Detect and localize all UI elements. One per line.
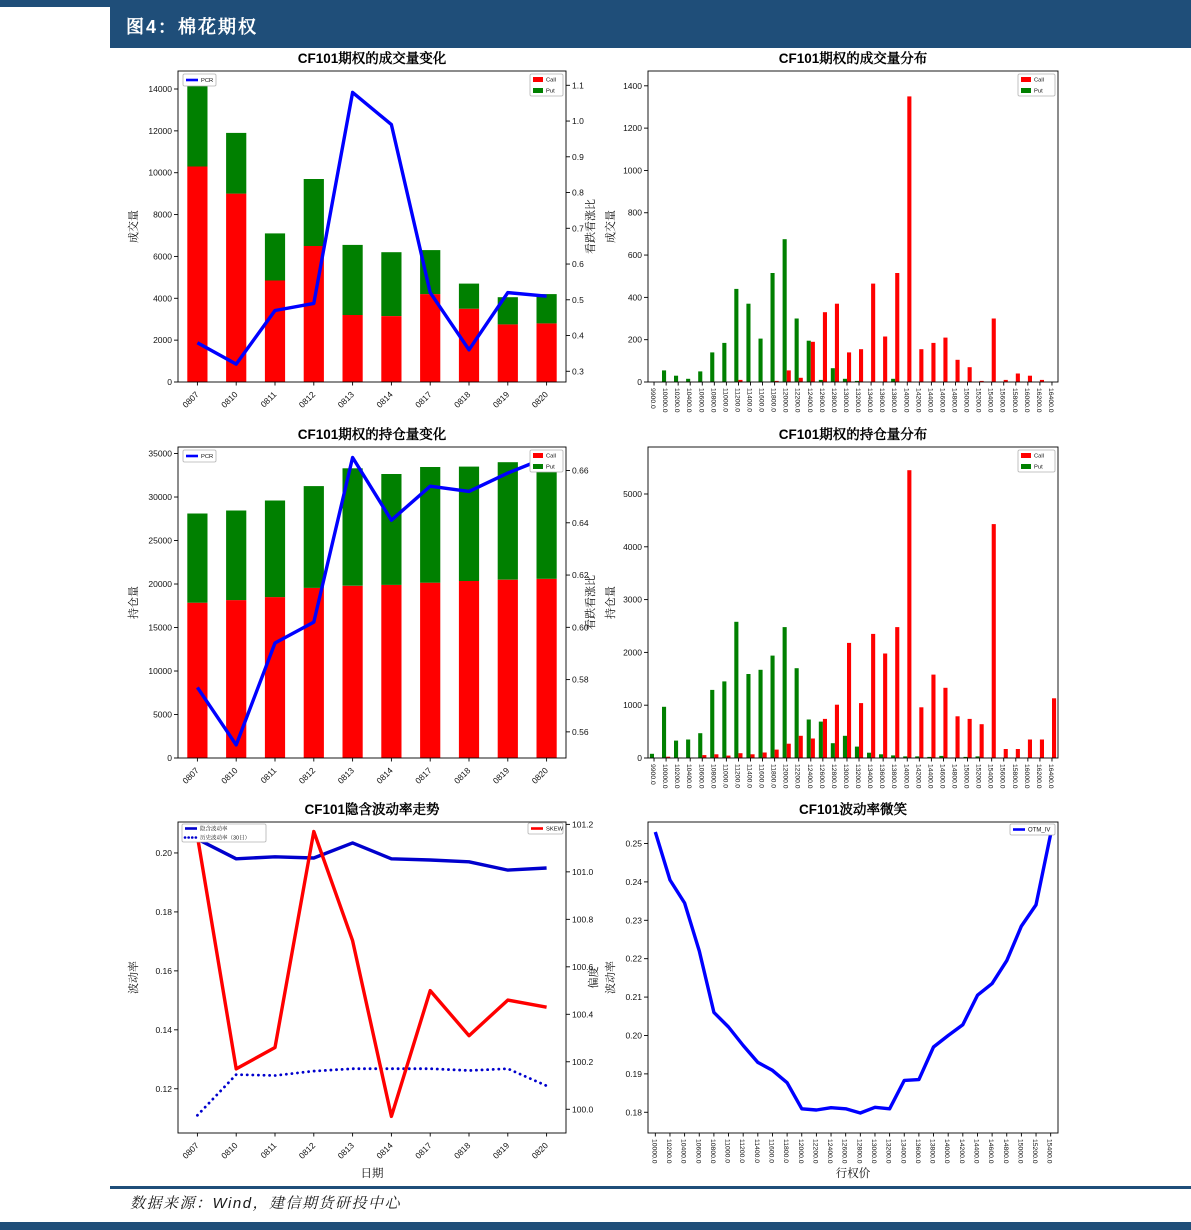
svg-text:Call: Call: [546, 453, 556, 460]
volatility-smile-svg: [600, 801, 1191, 1186]
svg-text:0818: 0818: [451, 1140, 473, 1161]
svg-text:12600.0: 12600.0: [840, 1139, 848, 1164]
svg-text:0.14: 0.14: [155, 1024, 172, 1035]
svg-text:波动率: 波动率: [605, 961, 617, 994]
svg-text:0: 0: [637, 753, 642, 763]
svg-text:100.0: 100.0: [572, 1104, 594, 1115]
svg-text:15400.0: 15400.0: [986, 388, 994, 413]
svg-text:波动率: 波动率: [128, 961, 140, 994]
svg-text:800: 800: [627, 207, 642, 218]
svg-text:CF101波动率微笑: CF101波动率微笑: [798, 802, 908, 817]
volume-change-series-line: [197, 92, 546, 364]
svg-text:101.0: 101.0: [572, 866, 594, 877]
svg-text:100.6: 100.6: [572, 961, 594, 972]
open-interest-change-lines: [197, 458, 546, 745]
svg-text:看跌看涨比: 看跌看涨比: [585, 575, 597, 630]
svg-text:9900.0: 9900.0: [649, 764, 657, 785]
svg-text:0813: 0813: [335, 389, 357, 410]
svg-text:14000.0: 14000.0: [902, 388, 910, 413]
svg-text:11000.0: 11000.0: [723, 1139, 731, 1164]
svg-text:12400.0: 12400.0: [805, 764, 813, 789]
open-interest-change-series-line: [197, 458, 546, 745]
svg-text:15000.0: 15000.0: [962, 388, 970, 413]
svg-text:14400.0: 14400.0: [926, 764, 934, 789]
legend: [1018, 74, 1055, 96]
svg-text:Put: Put: [546, 88, 555, 95]
volume-distribution-svg: [600, 50, 1191, 426]
svg-text:14600.0: 14600.0: [938, 764, 946, 789]
svg-text:13000.0: 13000.0: [841, 388, 849, 413]
legend: [528, 823, 564, 834]
svg-text:0811: 0811: [258, 389, 279, 410]
open-interest-distribution-chart: [600, 426, 1191, 802]
implied-volatility-trend-series-line: [197, 1069, 546, 1116]
svg-text:13800.0: 13800.0: [928, 1139, 936, 1164]
svg-text:日期: 日期: [360, 1168, 384, 1180]
footer-divider: [110, 1186, 1191, 1189]
volatility-smile-axes: [625, 839, 1052, 1164]
svg-text:成交量: 成交量: [605, 210, 617, 243]
svg-text:11600.0: 11600.0: [757, 764, 765, 789]
svg-text:101.2: 101.2: [572, 819, 594, 830]
svg-text:0.22: 0.22: [625, 953, 642, 964]
svg-text:16000.0: 16000.0: [1022, 388, 1030, 413]
svg-text:11600.0: 11600.0: [767, 1139, 775, 1164]
svg-text:15000: 15000: [148, 622, 172, 633]
svg-text:11400.0: 11400.0: [752, 1139, 760, 1164]
svg-text:30000: 30000: [148, 492, 172, 503]
svg-text:0.6: 0.6: [572, 259, 584, 270]
open-interest-distribution-frame: [648, 447, 1058, 758]
svg-text:11400.0: 11400.0: [745, 388, 753, 413]
svg-text:14800.0: 14800.0: [950, 764, 958, 789]
svg-text:12400.0: 12400.0: [805, 388, 813, 413]
svg-text:100.2: 100.2: [572, 1056, 594, 1067]
figure-header-banner: [110, 7, 1191, 48]
svg-text:Put: Put: [1034, 88, 1043, 95]
svg-text:0.20: 0.20: [155, 847, 172, 858]
svg-text:13400.0: 13400.0: [866, 388, 874, 413]
svg-text:13800.0: 13800.0: [890, 764, 898, 789]
figure-title: 图4：棉花期权: [126, 17, 259, 37]
data-source: [130, 1192, 401, 1213]
svg-text:600: 600: [627, 250, 642, 261]
volume-change-axes: [148, 77, 584, 410]
svg-text:10000: 10000: [148, 666, 172, 677]
svg-text:13600.0: 13600.0: [878, 388, 886, 413]
svg-text:13600.0: 13600.0: [878, 764, 886, 789]
svg-text:0820: 0820: [529, 1140, 551, 1161]
svg-text:12000.0: 12000.0: [781, 764, 789, 789]
svg-text:偏度: 偏度: [588, 966, 600, 989]
svg-text:0.21: 0.21: [625, 992, 642, 1003]
implied-volatility-trend-series-line: [197, 832, 546, 1117]
svg-text:12000.0: 12000.0: [781, 388, 789, 413]
svg-text:14200.0: 14200.0: [914, 764, 922, 789]
svg-text:14400.0: 14400.0: [972, 1139, 980, 1164]
svg-text:10000: 10000: [148, 167, 172, 178]
svg-text:历史波动率（30日）: 历史波动率（30日）: [200, 835, 251, 842]
svg-text:5000: 5000: [153, 709, 172, 720]
volatility-smile-lines: [655, 832, 1050, 1113]
svg-text:CF101隐含波动率走势: CF101隐含波动率走势: [304, 802, 440, 817]
svg-text:15800.0: 15800.0: [1010, 764, 1018, 789]
svg-text:16200.0: 16200.0: [1034, 764, 1042, 789]
svg-text:14600.0: 14600.0: [938, 388, 946, 413]
svg-text:0.5: 0.5: [572, 294, 584, 305]
svg-text:0817: 0817: [413, 389, 434, 410]
volume-distribution-frame: [648, 71, 1058, 382]
svg-text:看跌看涨比: 看跌看涨比: [585, 199, 597, 254]
legend: [182, 824, 266, 842]
legend: [530, 74, 563, 96]
svg-text:0812: 0812: [296, 765, 318, 786]
svg-text:12200.0: 12200.0: [793, 388, 801, 413]
svg-text:0813: 0813: [335, 765, 357, 786]
svg-text:0.19: 0.19: [625, 1068, 642, 1079]
svg-text:CF101期权的持仓量变化: CF101期权的持仓量变化: [297, 427, 447, 442]
svg-text:10600.0: 10600.0: [697, 388, 705, 413]
svg-text:0.20: 0.20: [625, 1030, 642, 1041]
svg-text:0813: 0813: [335, 1140, 357, 1161]
svg-text:10400.0: 10400.0: [685, 388, 693, 413]
svg-text:Call: Call: [1034, 77, 1044, 84]
svg-text:16400.0: 16400.0: [1046, 764, 1054, 789]
svg-text:OTM_IV: OTM_IV: [1028, 827, 1051, 834]
svg-text:2000: 2000: [153, 335, 172, 346]
legend: [183, 74, 216, 86]
svg-text:0811: 0811: [258, 1140, 279, 1161]
svg-text:0: 0: [167, 377, 172, 387]
svg-text:0807: 0807: [180, 765, 201, 786]
svg-text:12000.0: 12000.0: [796, 1139, 804, 1164]
svg-text:12200.0: 12200.0: [793, 764, 801, 789]
svg-text:11200.0: 11200.0: [738, 1139, 746, 1164]
svg-text:14600.0: 14600.0: [987, 1139, 995, 1164]
svg-text:10000.0: 10000.0: [650, 1139, 658, 1164]
svg-text:0.8: 0.8: [572, 187, 584, 198]
svg-text:15400.0: 15400.0: [1045, 1139, 1053, 1164]
svg-text:13200.0: 13200.0: [854, 388, 862, 413]
svg-text:0810: 0810: [219, 389, 240, 410]
svg-text:0811: 0811: [258, 765, 279, 786]
svg-text:11600.0: 11600.0: [757, 388, 765, 413]
svg-text:1400: 1400: [623, 80, 642, 91]
svg-text:20000: 20000: [148, 579, 172, 590]
svg-text:10800.0: 10800.0: [709, 764, 717, 789]
svg-text:15200.0: 15200.0: [974, 388, 982, 413]
svg-text:CF101期权的成交量变化: CF101期权的成交量变化: [297, 51, 447, 66]
open-interest-change-axes: [148, 449, 588, 786]
svg-text:15800.0: 15800.0: [1010, 388, 1018, 413]
svg-text:11200.0: 11200.0: [733, 764, 741, 789]
svg-text:14200.0: 14200.0: [957, 1139, 965, 1164]
svg-text:0810: 0810: [219, 765, 240, 786]
svg-text:11000.0: 11000.0: [721, 764, 729, 789]
open-interest-distribution-svg: [600, 426, 1191, 802]
implied-volatility-trend-svg: [110, 801, 604, 1186]
svg-text:0814: 0814: [374, 389, 395, 410]
volume-change-lines: [197, 92, 546, 364]
svg-text:0: 0: [167, 753, 172, 763]
svg-text:1.1: 1.1: [572, 80, 584, 91]
svg-text:6000: 6000: [153, 251, 172, 262]
svg-text:14200.0: 14200.0: [914, 388, 922, 413]
svg-text:1200: 1200: [623, 123, 642, 134]
svg-text:12600.0: 12600.0: [817, 388, 825, 413]
svg-text:Put: Put: [546, 464, 555, 471]
svg-text:35000: 35000: [148, 448, 172, 459]
svg-text:14800.0: 14800.0: [950, 388, 958, 413]
svg-text:0.12: 0.12: [155, 1083, 172, 1094]
svg-text:行权价: 行权价: [835, 1168, 871, 1180]
svg-text:0.18: 0.18: [155, 906, 172, 917]
svg-text:13200.0: 13200.0: [854, 764, 862, 789]
svg-text:15600.0: 15600.0: [998, 388, 1006, 413]
svg-text:Put: Put: [1034, 464, 1043, 471]
svg-text:0818: 0818: [451, 389, 473, 410]
svg-text:15000.0: 15000.0: [1016, 1139, 1024, 1164]
svg-text:持仓量: 持仓量: [128, 586, 140, 619]
svg-text:12800.0: 12800.0: [855, 1139, 863, 1164]
svg-text:0.4: 0.4: [572, 330, 584, 341]
svg-text:0820: 0820: [529, 765, 551, 786]
svg-text:0.16: 0.16: [155, 965, 172, 976]
svg-text:12400.0: 12400.0: [826, 1139, 834, 1164]
svg-text:15200.0: 15200.0: [974, 764, 982, 789]
volume-change-bars: [187, 84, 556, 382]
svg-text:13600.0: 13600.0: [913, 1139, 921, 1164]
open-interest-change-svg: [110, 426, 600, 802]
svg-text:0807: 0807: [180, 389, 201, 410]
svg-text:10600.0: 10600.0: [694, 1139, 702, 1164]
volume-change-chart: [110, 50, 600, 426]
svg-text:15600.0: 15600.0: [998, 764, 1006, 789]
svg-text:0.56: 0.56: [572, 726, 589, 737]
svg-text:13000.0: 13000.0: [869, 1139, 877, 1164]
svg-text:成交量: 成交量: [128, 210, 140, 243]
svg-text:13400.0: 13400.0: [899, 1139, 907, 1164]
svg-text:14800.0: 14800.0: [1001, 1139, 1009, 1164]
svg-text:11800.0: 11800.0: [769, 764, 777, 789]
legend: [183, 450, 216, 462]
svg-text:Call: Call: [1034, 453, 1044, 460]
svg-text:10000.0: 10000.0: [661, 764, 669, 789]
table-bottom-border: [0, 1222, 1191, 1230]
svg-text:0.58: 0.58: [572, 674, 589, 685]
svg-text:13000.0: 13000.0: [841, 764, 849, 789]
svg-text:10800.0: 10800.0: [709, 388, 717, 413]
volume-distribution-chart: [600, 50, 1191, 426]
svg-text:PCR: PCR: [201, 454, 214, 460]
open-interest-change-bars: [187, 459, 556, 758]
svg-text:0820: 0820: [529, 389, 551, 410]
svg-text:CF101期权的持仓量分布: CF101期权的持仓量分布: [778, 427, 928, 442]
svg-text:5000: 5000: [623, 488, 642, 499]
svg-text:10200.0: 10200.0: [673, 388, 681, 413]
svg-text:400: 400: [627, 292, 642, 303]
volatility-smile-series-line: [655, 832, 1050, 1113]
svg-text:PCR: PCR: [201, 78, 214, 84]
svg-text:0812: 0812: [296, 389, 318, 410]
svg-text:0817: 0817: [413, 1140, 434, 1161]
data-source-text: 数据来源：Wind，建信期货研投中心: [130, 1195, 402, 1212]
svg-text:14400.0: 14400.0: [926, 388, 934, 413]
svg-text:0814: 0814: [374, 765, 395, 786]
svg-text:1.0: 1.0: [572, 116, 584, 127]
svg-text:14000.0: 14000.0: [902, 764, 910, 789]
svg-text:200: 200: [627, 334, 642, 345]
svg-text:11200.0: 11200.0: [733, 388, 741, 413]
svg-text:0.9: 0.9: [572, 151, 584, 162]
svg-text:0810: 0810: [219, 1140, 240, 1161]
svg-text:0.23: 0.23: [625, 915, 642, 926]
svg-text:0.62: 0.62: [572, 570, 589, 581]
svg-text:9900.0: 9900.0: [649, 388, 657, 409]
legend: [1018, 450, 1055, 472]
svg-text:11800.0: 11800.0: [782, 1139, 790, 1164]
svg-text:10000.0: 10000.0: [661, 388, 669, 413]
svg-text:11400.0: 11400.0: [745, 764, 753, 789]
svg-text:10200.0: 10200.0: [673, 764, 681, 789]
svg-text:10800.0: 10800.0: [708, 1139, 716, 1164]
svg-text:15400.0: 15400.0: [986, 764, 994, 789]
svg-text:10400.0: 10400.0: [685, 764, 693, 789]
svg-text:0.60: 0.60: [572, 622, 589, 633]
svg-text:1000: 1000: [623, 165, 642, 176]
svg-text:16000.0: 16000.0: [1022, 764, 1030, 789]
open-interest-distribution-bars: [650, 470, 1056, 758]
svg-text:4000: 4000: [153, 293, 172, 304]
svg-text:12000: 12000: [148, 125, 172, 136]
svg-text:10400.0: 10400.0: [679, 1139, 687, 1164]
svg-text:100.4: 100.4: [572, 1009, 594, 1020]
svg-text:0.66: 0.66: [572, 465, 589, 476]
svg-text:2000: 2000: [623, 647, 642, 658]
svg-text:0.7: 0.7: [572, 223, 584, 234]
svg-text:CF101期权的成交量分布: CF101期权的成交量分布: [778, 51, 928, 66]
svg-text:0.64: 0.64: [572, 517, 589, 528]
svg-text:16200.0: 16200.0: [1034, 388, 1042, 413]
svg-text:12800.0: 12800.0: [829, 764, 837, 789]
svg-text:13400.0: 13400.0: [866, 764, 874, 789]
svg-text:0: 0: [637, 377, 642, 387]
svg-text:0819: 0819: [490, 765, 512, 786]
svg-text:11000.0: 11000.0: [721, 388, 729, 413]
svg-text:0.18: 0.18: [625, 1107, 642, 1118]
svg-text:隐含波动率: 隐含波动率: [200, 826, 228, 833]
implied-volatility-trend-chart: [110, 801, 604, 1186]
svg-text:0807: 0807: [180, 1140, 201, 1161]
svg-text:0817: 0817: [413, 765, 434, 786]
volatility-smile-chart: [600, 801, 1191, 1186]
svg-text:12600.0: 12600.0: [817, 764, 825, 789]
svg-text:0818: 0818: [451, 765, 473, 786]
svg-text:14000.0: 14000.0: [943, 1139, 951, 1164]
legend: [530, 450, 563, 472]
svg-text:13200.0: 13200.0: [884, 1139, 892, 1164]
svg-text:12800.0: 12800.0: [829, 388, 837, 413]
svg-text:13800.0: 13800.0: [890, 388, 898, 413]
svg-text:1000: 1000: [623, 700, 642, 711]
svg-text:11800.0: 11800.0: [769, 388, 777, 413]
svg-text:14000: 14000: [148, 83, 172, 94]
svg-text:16400.0: 16400.0: [1046, 388, 1054, 413]
svg-text:15000.0: 15000.0: [962, 764, 970, 789]
svg-text:0.3: 0.3: [572, 366, 584, 377]
svg-text:4000: 4000: [623, 541, 642, 552]
legend: [1010, 824, 1055, 835]
svg-text:100.8: 100.8: [572, 914, 594, 925]
svg-text:25000: 25000: [148, 535, 172, 546]
open-interest-change-chart: [110, 426, 600, 802]
svg-text:0814: 0814: [374, 1140, 395, 1161]
svg-text:10200.0: 10200.0: [664, 1139, 672, 1164]
svg-text:12200.0: 12200.0: [811, 1139, 819, 1164]
svg-text:Call: Call: [546, 77, 556, 84]
svg-text:0819: 0819: [490, 389, 512, 410]
table-top-border: [0, 0, 1191, 7]
svg-text:15200.0: 15200.0: [1031, 1139, 1039, 1164]
svg-text:0.24: 0.24: [625, 876, 642, 887]
svg-text:10600.0: 10600.0: [697, 764, 705, 789]
volume-change-svg: [110, 50, 600, 426]
svg-text:0812: 0812: [296, 1140, 318, 1161]
implied-volatility-trend-series-line: [197, 839, 546, 870]
svg-text:0.25: 0.25: [625, 838, 642, 849]
svg-text:持仓量: 持仓量: [605, 586, 617, 619]
svg-text:3000: 3000: [623, 594, 642, 605]
svg-text:0819: 0819: [490, 1140, 512, 1161]
implied-volatility-trend-lines: [197, 832, 546, 1117]
svg-text:8000: 8000: [153, 209, 172, 220]
volume-distribution-bars: [662, 96, 1044, 382]
svg-text:SKEW: SKEW: [546, 826, 564, 833]
